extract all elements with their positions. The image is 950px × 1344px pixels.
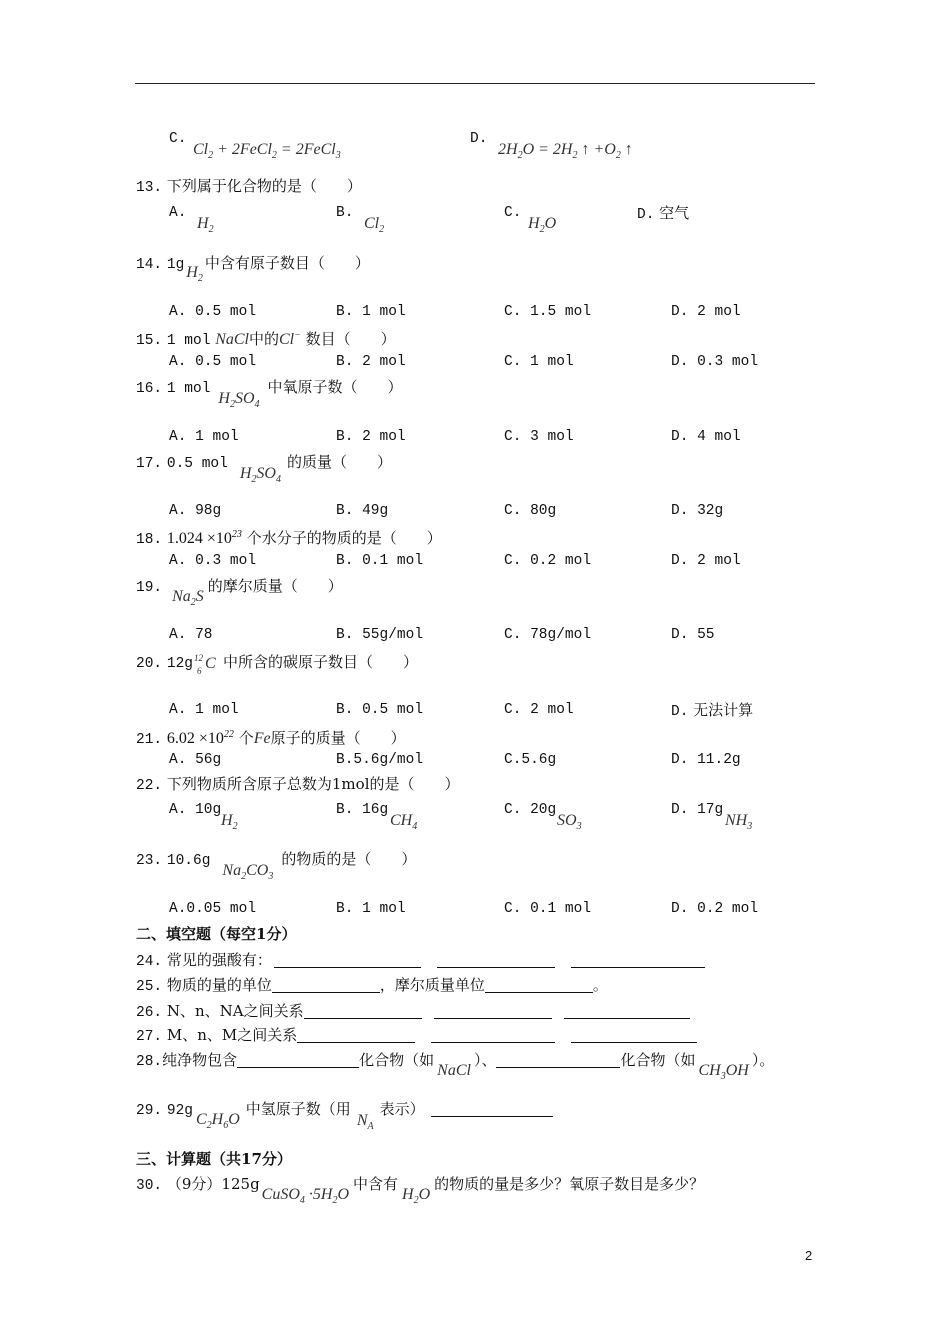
q17-option-c: C. 80g bbox=[504, 503, 557, 519]
q18-option-c: C. 0.2 mol bbox=[504, 553, 592, 569]
q20-option-d: D. 无法计算 bbox=[671, 701, 754, 720]
q23-stem: 23. $10.6gNa_2CO_3$的物质的是（ ） bbox=[136, 850, 417, 882]
q13-option-a: A. bbox=[169, 205, 187, 221]
q23-option-d: D. 0.2 mol bbox=[671, 901, 759, 917]
q27-blank-2[interactable] bbox=[431, 1028, 555, 1043]
q26: 26. N、n、NA之间关系 bbox=[136, 1002, 690, 1022]
q15-option-a: A. 0.5 mol bbox=[169, 354, 257, 370]
q20-option-c: C. 2 mol bbox=[504, 702, 574, 718]
q21-option-d: D. 11.2g bbox=[671, 752, 741, 768]
q12-option-c-formula: $Cl_2$ + 2FeCl$_2$ = 2FeCl$_3$ bbox=[193, 141, 341, 161]
q13-option-d: D. 空气 bbox=[637, 204, 690, 223]
q26-blank-1[interactable] bbox=[304, 1004, 422, 1019]
q28-blank-1[interactable] bbox=[237, 1053, 359, 1068]
q21-option-b: B.5.6g/mol bbox=[336, 752, 424, 768]
q25: 25. 物质的量的单位 ，摩尔质量单位 。 bbox=[136, 976, 608, 995]
q28: 28.纯净物包含 化合物（如NaCl）、 化合物（如$CH_3OH$）。 bbox=[136, 1051, 775, 1082]
q20-option-a: A. 1 mol bbox=[169, 702, 239, 718]
q29: 29. 92g $C_2H_6O$中氢原子数（用$N_A$表示） bbox=[136, 1100, 553, 1125]
q19-option-b: B. 55g/mol bbox=[336, 627, 424, 643]
q22-option-c: C. 20g bbox=[504, 802, 557, 818]
q24-blank-2[interactable] bbox=[437, 953, 555, 968]
q27-blank-1[interactable] bbox=[297, 1028, 415, 1043]
q27-blank-3[interactable] bbox=[571, 1028, 697, 1043]
q19-option-d: D. 55 bbox=[671, 627, 715, 643]
q22-option-d-formula: $NH_3$ bbox=[725, 812, 753, 832]
q24-blank-3[interactable] bbox=[571, 953, 705, 968]
q21-option-c: C.5.6g bbox=[504, 752, 557, 768]
q13-option-b: B. bbox=[336, 205, 354, 221]
q28-blank-2[interactable] bbox=[496, 1053, 620, 1068]
q24: 24. 常见的强酸有： bbox=[136, 951, 705, 971]
q12-option-d-label: D. bbox=[470, 131, 488, 147]
q17-stem: 17. 0.5 $molH_2SO_4$的质量（ ） bbox=[136, 453, 392, 485]
q27: 27. M、n、M之间关系 bbox=[136, 1026, 697, 1046]
q22-option-d: D. 17g bbox=[671, 802, 724, 818]
q26-blank-3[interactable] bbox=[564, 1004, 690, 1019]
q25-blank-1[interactable] bbox=[272, 978, 380, 993]
q23-option-a: A.0.05 mol bbox=[169, 901, 257, 917]
q15-stem: 15. 1 mol NaCl中的Cl− 数目（ ） bbox=[136, 330, 396, 349]
q13-option-c: C. bbox=[504, 205, 522, 221]
q20-stem: 20. 12g 12 6 C 中所含的碳原子数目（ ） bbox=[136, 653, 419, 676]
q24-blank-1[interactable] bbox=[274, 953, 421, 968]
q13-option-c-formula: $H_2O$ bbox=[528, 215, 557, 235]
q23-option-b: B. 1 mol bbox=[336, 901, 406, 917]
q18-stem: 18. $1.024 \times 10^{23}$ 个水分子的物质的是（ ） bbox=[136, 529, 442, 548]
q13-option-a-formula: $H_2$ bbox=[197, 215, 214, 235]
q22-option-a-formula: $H_2$ bbox=[221, 812, 238, 832]
q14-option-a: A. 0.5 mol bbox=[169, 304, 257, 320]
q19-option-a: A. 78 bbox=[169, 627, 213, 643]
q25-blank-2[interactable] bbox=[485, 978, 593, 993]
q22-option-b: B. 16g bbox=[336, 802, 389, 818]
q16-option-a: A. 1 mol bbox=[169, 429, 239, 445]
q19-stem: 19. $Na_2S$的摩尔质量（ ） bbox=[136, 577, 343, 608]
q14-option-d: D. 2 mol bbox=[671, 304, 741, 320]
q14-option-b: B. 1 mol bbox=[336, 304, 406, 320]
q17-option-b: B. 49g bbox=[336, 503, 389, 519]
q15-option-d: D. 0.3 mol bbox=[671, 354, 759, 370]
header-rule bbox=[135, 83, 815, 84]
q16-option-c: C. 3 mol bbox=[504, 429, 574, 445]
page-number: 2 bbox=[805, 1248, 813, 1263]
q14-option-c: C. 1.5 mol bbox=[504, 304, 592, 320]
q13-stem: 13. 下列属于化合物的是（ ） bbox=[136, 177, 362, 196]
q17-option-d: D. 32g bbox=[671, 503, 724, 519]
q16-option-b: B. 2 mol bbox=[336, 429, 406, 445]
q13-option-b-formula: $Cl_2$ bbox=[364, 215, 385, 235]
q16-option-d: D. 4 mol bbox=[671, 429, 741, 445]
section-fill-in-heading: 二、填空题（每空1分） bbox=[136, 925, 297, 943]
q16-stem: 16. 1 $molH_2SO_4$中氧原子数（ ） bbox=[136, 378, 403, 410]
q26-blank-2[interactable] bbox=[434, 1004, 552, 1019]
q15-option-b: B. 2 mol bbox=[336, 354, 406, 370]
q22-option-a: A. 10g bbox=[169, 802, 222, 818]
q21-option-a: A. 56g bbox=[169, 752, 222, 768]
q12-option-d-formula: $2H_2O = 2H_2$ ↑ $+O_2$ ↑ bbox=[498, 141, 633, 161]
q14-stem: 14. 1g $H_2$中含有原子数目（ ） bbox=[136, 254, 370, 284]
q22-stem: 22. 下列物质所含原子总数为1mol的是（ ） bbox=[136, 775, 460, 794]
q12-option-c-label: C. bbox=[169, 131, 187, 147]
q30: 30. （9分）125gCuSO$_4$ $\cdot 5H_2O$中含有$H_2O$的物质的量是多少？氧原子数目是多少？ bbox=[136, 1175, 705, 1206]
q22-option-c-formula: $SO_3$ bbox=[557, 812, 582, 832]
q18-option-b: B. 0.1 mol bbox=[336, 553, 424, 569]
q18-option-a: A. 0.3 mol bbox=[169, 553, 257, 569]
q17-option-a: A. 98g bbox=[169, 503, 222, 519]
q29-blank[interactable] bbox=[431, 1102, 553, 1117]
q18-option-d: D. 2 mol bbox=[671, 553, 741, 569]
q20-option-b: B. 0.5 mol bbox=[336, 702, 424, 718]
q22-option-b-formula: $CH_4$ bbox=[390, 812, 418, 832]
q15-option-c: C. 1 mol bbox=[504, 354, 574, 370]
section-calculation-heading: 三、计算题（共17分） bbox=[136, 1150, 292, 1168]
q23-option-c: C. 0.1 mol bbox=[504, 901, 592, 917]
q21-stem: 21. $6.02 \times 10^{22}$ 个Fe原子的质量（ ） bbox=[136, 729, 406, 748]
q19-option-c: C. 78g/mol bbox=[504, 627, 592, 643]
